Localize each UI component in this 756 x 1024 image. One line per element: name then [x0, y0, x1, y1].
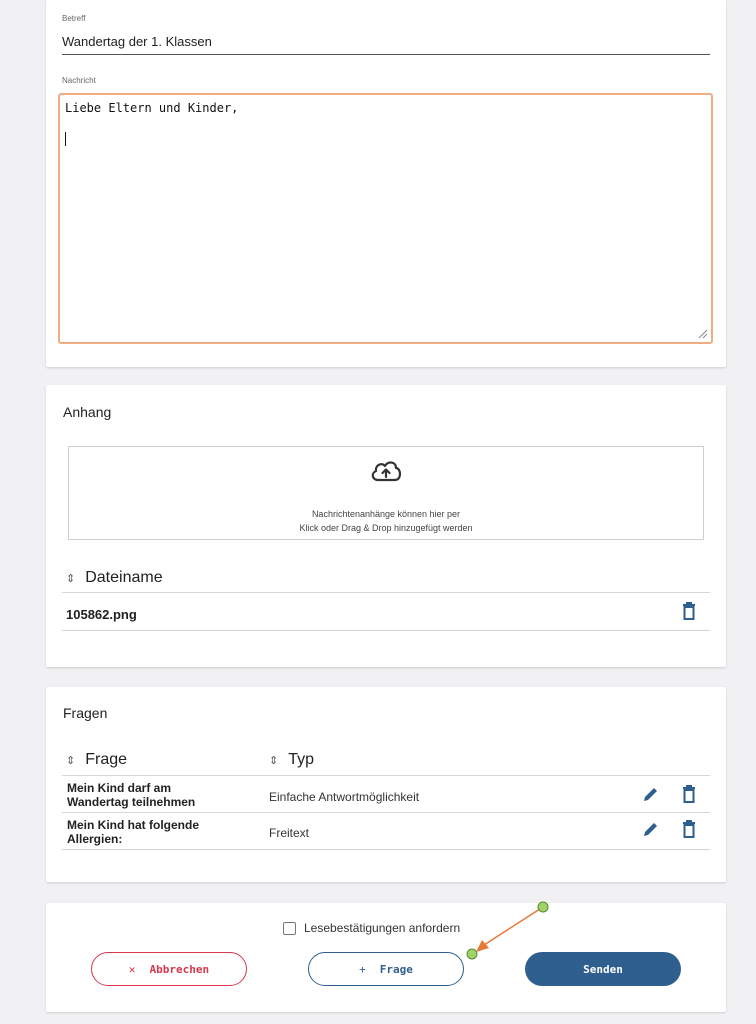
delete-question-icon[interactable] — [682, 820, 696, 838]
divider — [62, 849, 710, 850]
column-header-type[interactable] — [269, 751, 314, 769]
plus-icon: + — [359, 962, 366, 976]
message-textarea[interactable] — [58, 93, 713, 344]
questions-card — [46, 687, 726, 882]
send-button[interactable] — [525, 952, 681, 986]
text-cursor — [65, 132, 66, 146]
sort-icon: ⇕ — [66, 572, 76, 585]
message-card — [46, 0, 726, 367]
subject-underline — [62, 54, 710, 55]
question-type: Freitext — [269, 826, 310, 840]
dropzone-text-line1: Nachrichtenanhänge können hier per — [311, 509, 461, 519]
close-icon: ✕ — [128, 962, 136, 976]
divider — [62, 812, 710, 813]
cloud-upload-icon — [369, 456, 403, 484]
read-receipt-checkbox[interactable] — [283, 922, 296, 935]
delete-file-icon[interactable] — [682, 602, 696, 620]
column-header-question[interactable] — [66, 751, 127, 769]
question-text — [67, 781, 252, 809]
delete-question-icon[interactable] — [682, 785, 696, 803]
read-receipt-label[interactable]: Lesebestätigungen anfordern — [304, 921, 461, 935]
file-name: 105862.png — [66, 607, 137, 622]
actions-card — [46, 903, 726, 1012]
resize-grip-icon[interactable] — [698, 329, 708, 339]
question-text-line: Wandertag teilnehmen — [67, 795, 196, 809]
message-text: Liebe Eltern und Kinder, — [65, 101, 239, 115]
column-header-filename[interactable] — [66, 569, 163, 587]
edit-question-icon[interactable] — [642, 821, 659, 838]
dropzone-text-line2: Klick oder Drag & Drop hinzugefügt werden — [299, 523, 473, 533]
cancel-button[interactable] — [91, 952, 247, 986]
add-question-button-label: Frage — [379, 962, 413, 976]
send-button-label: Senden — [583, 962, 623, 976]
subject-label: Betreff — [62, 14, 86, 23]
column-header-filename-label: Dateiname — [85, 569, 163, 586]
divider — [62, 592, 710, 593]
column-header-type-label: Typ — [288, 751, 315, 768]
subject-input[interactable]: Wandertag der 1. Klassen — [62, 34, 212, 49]
divider — [62, 775, 710, 776]
question-text-line: Allergien: — [67, 832, 123, 846]
divider — [62, 630, 710, 631]
cancel-button-label: Abbrechen — [149, 962, 210, 976]
edit-question-icon[interactable] — [642, 786, 659, 803]
question-text-line: Mein Kind darf am — [67, 781, 172, 795]
attachments-card — [46, 385, 726, 667]
add-question-button[interactable] — [308, 952, 464, 986]
column-header-question-label: Frage — [85, 751, 128, 768]
sort-icon: ⇕ — [269, 754, 279, 767]
attachment-dropzone[interactable] — [68, 446, 704, 540]
question-text-line: Mein Kind hat folgende — [67, 818, 199, 832]
questions-title: Fragen — [63, 705, 108, 721]
question-type: Einfache Antwortmöglichkeit — [269, 790, 420, 804]
message-label: Nachricht — [62, 76, 96, 85]
question-text — [67, 818, 252, 846]
sort-icon: ⇕ — [66, 754, 76, 767]
attachments-title: Anhang — [63, 404, 112, 420]
